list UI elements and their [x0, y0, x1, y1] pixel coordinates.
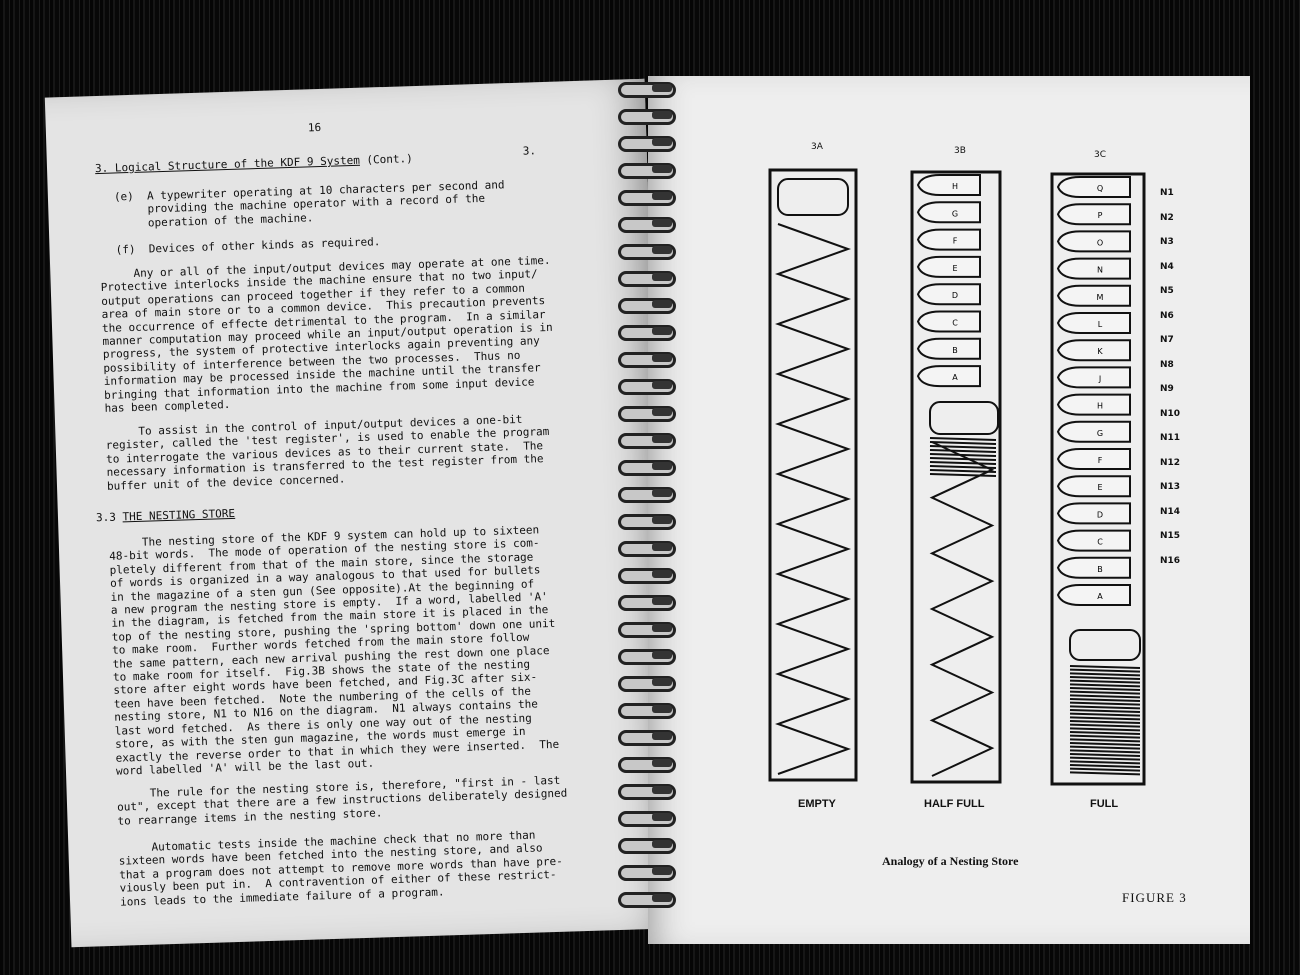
spiral-coil	[612, 107, 684, 123]
spiral-coil	[612, 836, 684, 852]
half-full-bullet-label: G	[951, 209, 959, 219]
half-full-bullet-label: D	[951, 291, 959, 301]
subsection-heading	[96, 507, 235, 525]
spiral-coil	[612, 269, 684, 285]
spiral-coil	[612, 863, 684, 879]
paragraph-test-register: To assist in the control of input/output devices a one-bit register, called the 'test register', is used to enable the program to interrogate the various devices as to their current state. The necessary information is transferred to the test register from the buffer unit of the device concerned.	[105, 412, 550, 493]
full-bullet-label: F	[1097, 456, 1103, 465]
spiral-coil	[612, 377, 684, 393]
paragraph-nesting-store: The nesting store of the KDF 9 system can hold up to sixteen 48-bit words. The mode of operation of the nesting store is com- pletely different from that of the main store, since the storage of words is organized in a way analogous to that used for bullets in the magazine of a sten gun (See opposite).At the beginning of a new program the nesting store is empty. If a word, labelled 'A' in the diagram, is fetched from the main store it is placed in the top of the nesting store, pushing the 'spring bottom' down one unit to make room. Further words fetched from the main store follow the same pattern, each new arrival pushing the rest down one place to make room for itself. Fig.3B shows the state of the nesting store after eight words have been fetched, and Fig.3C after six- teen have been fetched. Note the numbering of the cells of the nesting store, N1 to N16 on the diagram. N1 always contains the last word fetched. As there is only one way out of the nesting store, as with the sten gun magazine, the words must emerge in exactly the reverse order to that in which they were inserted. The word labelled 'A' will be the last out.	[108, 523, 560, 778]
spiral-coil	[612, 728, 684, 744]
cell-label: N12	[1160, 457, 1181, 468]
spiral-coil	[612, 80, 684, 96]
subsection-title: THE NESTING STORE	[122, 506, 236, 524]
spiral-coil	[612, 512, 684, 528]
full-bullet	[1058, 177, 1130, 197]
spiral-coil	[612, 161, 684, 177]
spiral-coil	[612, 593, 684, 609]
full-bullet	[1058, 449, 1130, 469]
spiral-coil	[612, 701, 684, 717]
full-bullet	[1058, 286, 1130, 306]
full-bullet	[1058, 395, 1130, 415]
fig-label-3b: 3B	[954, 146, 966, 156]
full-bullet-label: C	[1097, 537, 1103, 547]
half-full-bullet	[918, 312, 980, 332]
caption-full: FULL	[1090, 798, 1119, 810]
section-heading-text: 3. Logical Structure of the KDF 9 System	[94, 153, 361, 176]
paragraph-interlocks: Any or all of the input/output devices may operate at one time. Protective interlocks inside the machine ensure that no two input/ output operations can proceed together if they refer to a common area of main store or to a common device. This precaution prevents the occurrence of effecte detrimental to the program. In a similar manner computation may proceed while an input/output operation is in progress, the system of protective interlocks again preventing any possibility of interference between the two processes. Thus no information may be processed inside the machine until the transfer bringing that information into the machine from some input device has been completed.	[100, 253, 553, 415]
cell-label: N15	[1160, 531, 1181, 541]
subsection-number: 3.3	[95, 510, 117, 525]
caption-empty: EMPTY	[798, 798, 836, 810]
half-full-bullet-label: E	[952, 263, 958, 273]
full-bullet-label: G	[1096, 428, 1104, 438]
cell-label: N16	[1160, 555, 1181, 566]
cell-label: N10	[1160, 408, 1181, 419]
magazine-half-full	[912, 172, 1000, 782]
half-full-bullet	[918, 175, 980, 195]
caption-half-full: HALF FULL	[924, 798, 985, 810]
fig-label-3a: 3A	[811, 142, 823, 152]
spring-half-full	[932, 442, 992, 776]
paragraph-automatic-tests: Automatic tests inside the machine check that no more than sixteen words have been fetched into the nesting store, and also that a program does not attempt to remove more words than have pre- viously been put in. A contravention of either of these restrict- ions leads to the immediate failure of a program.	[118, 828, 563, 909]
full-bullet	[1058, 585, 1130, 605]
page-number: 16	[307, 120, 322, 135]
cell-label: N11	[1160, 433, 1181, 443]
section-heading-suffix: (Cont.)	[359, 152, 413, 167]
spiral-coil	[612, 296, 684, 312]
spiral-coil	[612, 458, 684, 474]
spiral-coil	[612, 890, 684, 906]
full-bullet	[1058, 367, 1130, 387]
cell-label: N8	[1160, 359, 1174, 370]
full-bullet	[1058, 231, 1130, 251]
full-bullet	[1058, 259, 1130, 279]
full-bullet-label: P	[1097, 211, 1103, 221]
spiral-coil	[612, 404, 684, 420]
spiral-coil	[612, 809, 684, 825]
full-bullet-label: N	[1097, 265, 1103, 275]
full-bullet	[1058, 340, 1130, 360]
spring-empty	[778, 224, 848, 774]
spiral-coil	[612, 323, 684, 339]
list-item-e: (e) A typewriter operating at 10 characters per second and providing the machine operator with a record of the operation of the machine.	[113, 178, 505, 231]
full-bullet	[1058, 204, 1130, 224]
right-page	[648, 76, 1250, 944]
spiral-coil	[612, 134, 684, 150]
full-bullet	[1058, 476, 1130, 496]
full-bullet-label: A	[1097, 592, 1103, 601]
spiral-coil	[612, 782, 684, 798]
cell-label: N3	[1160, 237, 1174, 247]
spiral-coil	[612, 485, 684, 501]
spiral-coil	[612, 566, 684, 582]
full-bullet-label: Q	[1096, 184, 1104, 193]
paragraph-first-in-last-out: The rule for the nesting store is, therefore, "first in - last out", except that there are a few instructions deliberately designed to rearrange items in the nesting store.	[116, 773, 568, 828]
full-bullet-label: D	[1096, 510, 1104, 520]
full-bullet-label: B	[1097, 564, 1103, 574]
left-page	[45, 79, 671, 947]
spiral-coil	[612, 674, 684, 690]
section-heading	[95, 152, 413, 175]
spiral-coil	[612, 647, 684, 663]
magazine-empty	[770, 170, 856, 780]
spiral-binding	[612, 80, 684, 920]
full-bullet	[1058, 531, 1130, 551]
half-full-bullet-label: H	[951, 182, 959, 191]
cell-label: N13	[1160, 482, 1181, 492]
cell-label: N5	[1160, 286, 1174, 296]
full-bullet	[1058, 422, 1130, 442]
cell-label: N4	[1160, 261, 1174, 272]
list-item-f: (f) Devices of other kinds as required.	[115, 235, 381, 257]
full-bullet	[1058, 313, 1130, 333]
corner-section-marker: 3.	[522, 144, 537, 158]
full-bullet	[1058, 503, 1130, 523]
cell-label: N9	[1160, 384, 1174, 394]
spiral-coil	[612, 215, 684, 231]
full-bullet-label: M	[1096, 292, 1104, 302]
spiral-coil	[612, 350, 684, 366]
half-full-bullet	[918, 257, 980, 277]
half-full-bullet	[918, 230, 980, 250]
half-full-bullet-label: A	[952, 373, 958, 383]
half-full-bullet-label: B	[952, 345, 958, 355]
half-full-bullet-label: C	[952, 318, 958, 328]
figure-title: Analogy of a Nesting Store	[882, 854, 1019, 868]
cell-label: N6	[1160, 310, 1174, 321]
cell-label: N1	[1160, 188, 1174, 198]
half-full-bullet-label: F	[952, 236, 958, 246]
full-bullet	[1058, 558, 1130, 578]
spiral-coil	[612, 620, 684, 636]
half-full-bullet	[918, 339, 980, 359]
cell-label: N7	[1160, 335, 1174, 345]
cell-label: N14	[1160, 506, 1181, 517]
full-bullet-label: J	[1098, 374, 1102, 384]
spiral-coil	[612, 755, 684, 771]
spiral-coil	[612, 242, 684, 258]
half-full-bullet	[918, 284, 980, 304]
full-bullet-label: H	[1096, 401, 1104, 411]
magazine-full	[1052, 174, 1144, 784]
half-full-bullet	[918, 366, 980, 386]
spiral-coil	[612, 188, 684, 204]
half-full-bullet	[918, 202, 980, 222]
full-bullet-label: O	[1096, 238, 1104, 248]
fig-label-3c: 3C	[1094, 150, 1107, 160]
spiral-coil	[612, 431, 684, 447]
spiral-coil	[612, 539, 684, 555]
full-bullet-label: E	[1097, 483, 1103, 493]
full-bullet-label: L	[1097, 320, 1103, 329]
cell-label: N2	[1160, 212, 1174, 223]
figure-number: FIGURE 3	[1122, 890, 1187, 905]
full-bullet-label: K	[1097, 347, 1103, 357]
